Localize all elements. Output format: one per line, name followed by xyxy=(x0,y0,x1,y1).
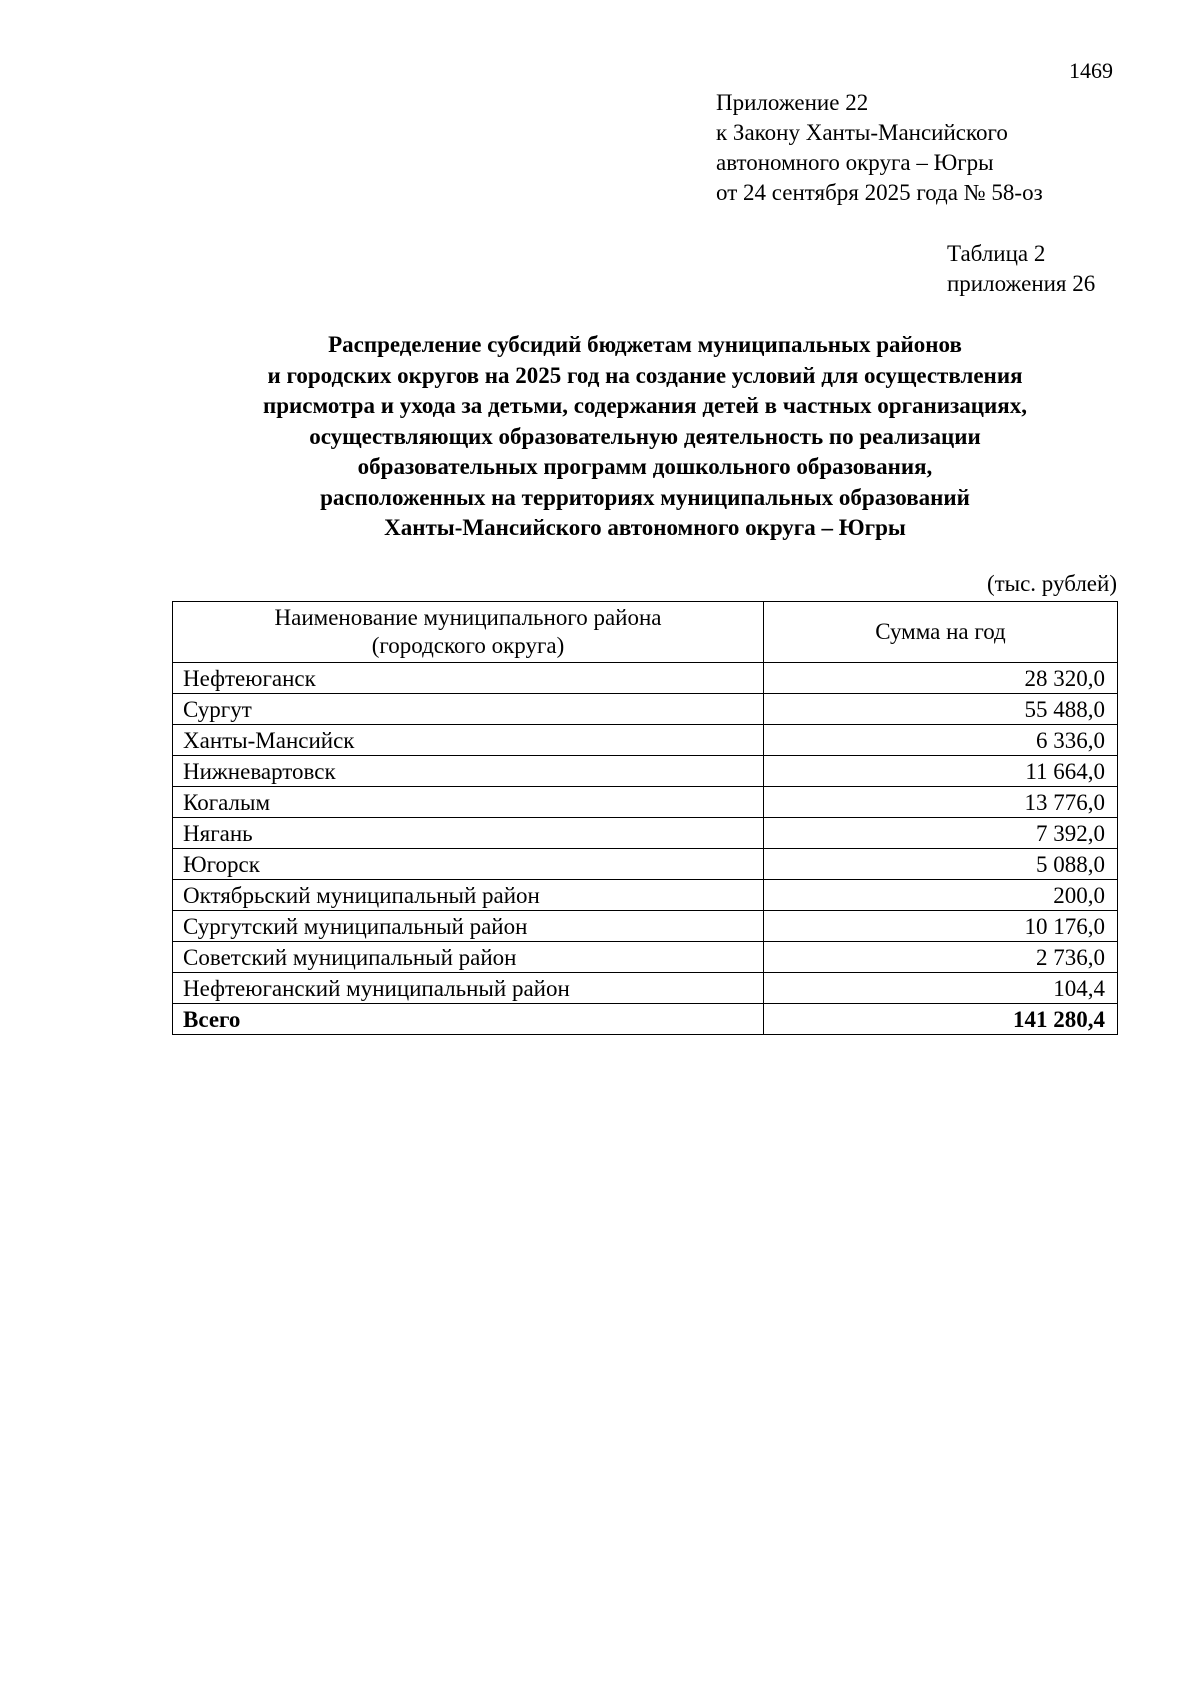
table-row xyxy=(173,849,1118,880)
amount-value: 5 088,0 xyxy=(764,849,1118,880)
title-line: присмотра и ухода за детьми, содержания детей в частных организациях, xyxy=(263,393,1027,418)
table-row xyxy=(173,818,1118,849)
appendix-line: от 24 сентября 2025 года № 58-оз xyxy=(716,180,1043,205)
amount-value: 200,0 xyxy=(764,880,1118,911)
municipality-name: Сургут xyxy=(173,694,764,725)
title-line: образовательных программ дошкольного образования, xyxy=(357,454,933,479)
title-line: Распределение субсидий бюджетам муниципальных районов xyxy=(328,332,962,357)
amount-value: 11 664,0 xyxy=(764,756,1118,787)
page-number: 1469 xyxy=(1069,58,1113,83)
table-reference-line: Таблица 2 xyxy=(947,241,1046,266)
total-row xyxy=(173,1004,1118,1035)
municipality-name: Сургутский муниципальный район xyxy=(173,911,764,942)
municipality-name: Югорск xyxy=(173,849,764,880)
municipality-name: Нефтеюганск xyxy=(173,663,764,694)
table-row xyxy=(173,880,1118,911)
header-name-line: Наименование муниципального района xyxy=(274,605,662,630)
municipality-name: Октябрьский муниципальный район xyxy=(173,880,764,911)
municipality-name: Ханты-Мансийск xyxy=(173,725,764,756)
table-header-row xyxy=(173,602,1118,663)
title-line: осуществляющих образовательную деятельность по реализации xyxy=(309,423,981,449)
amount-value: 10 176,0 xyxy=(764,911,1118,942)
amount-value: 104,4 xyxy=(764,973,1118,1004)
subsidy-table xyxy=(172,601,1118,1035)
table-row xyxy=(173,973,1118,1004)
table-row xyxy=(173,756,1118,787)
document-title xyxy=(120,330,1170,544)
table-row xyxy=(173,787,1118,818)
amount-value: 7 392,0 xyxy=(764,818,1118,849)
table-row xyxy=(173,694,1118,725)
header-municipality-name xyxy=(173,602,764,663)
table-row xyxy=(173,663,1118,694)
total-label: Всего xyxy=(173,1004,764,1035)
header-name-line: (городского округа) xyxy=(371,633,565,658)
amount-value: 55 488,0 xyxy=(764,694,1118,725)
title-line: Ханты-Мансийского автономного округа – Югры xyxy=(384,515,906,540)
table-row xyxy=(173,911,1118,942)
table-row xyxy=(173,942,1118,973)
municipality-name: Когалым xyxy=(173,787,764,818)
municipality-name: Нягань xyxy=(173,818,764,849)
title-line: и городских округов на 2025 год на создание условий для осуществления xyxy=(267,362,1023,388)
appendix-reference xyxy=(716,88,1043,208)
amount-value: 28 320,0 xyxy=(764,663,1118,694)
municipality-name: Нефтеюганский муниципальный район xyxy=(173,973,764,1004)
total-amount: 141 280,4 xyxy=(764,1004,1118,1035)
municipality-name: Советский муниципальный район xyxy=(173,942,764,973)
title-line: расположенных на территориях муниципальных образований xyxy=(320,484,970,510)
table-reference xyxy=(947,239,1095,299)
header-amount: Сумма на год xyxy=(764,602,1118,663)
municipality-name: Нижневартовск xyxy=(173,756,764,787)
appendix-line: к Закону Ханты-Мансийского xyxy=(716,120,1008,145)
amount-value: 13 776,0 xyxy=(764,787,1118,818)
appendix-line: автономного округа – Югры xyxy=(716,150,994,175)
table-reference-line: приложения 26 xyxy=(947,271,1096,296)
table-row xyxy=(173,725,1118,756)
amount-value: 2 736,0 xyxy=(764,942,1118,973)
appendix-line: Приложение 22 xyxy=(716,90,869,115)
amount-value: 6 336,0 xyxy=(764,725,1118,756)
units-label: (тыс. рублей) xyxy=(986,571,1117,596)
